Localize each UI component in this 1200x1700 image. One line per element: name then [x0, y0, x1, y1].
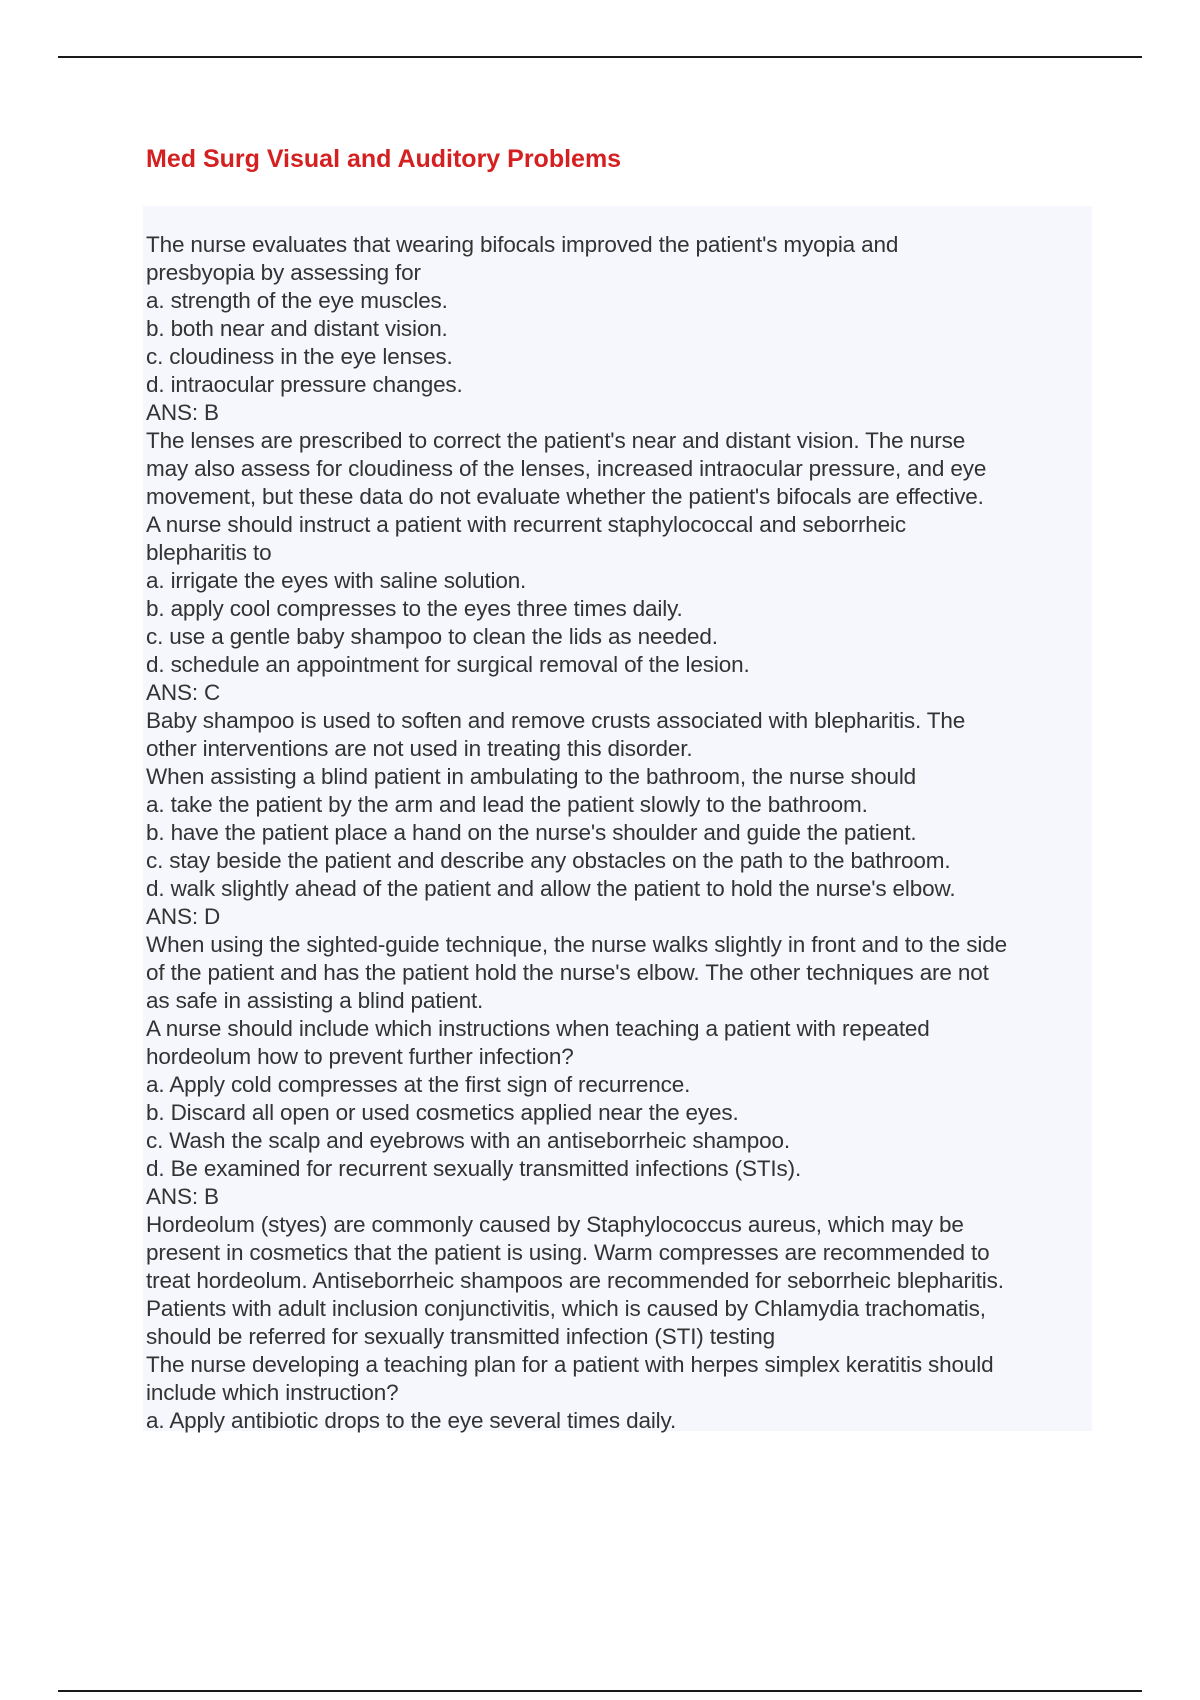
- text-line: present in cosmetics that the patient is using. Warm compresses are recommended to: [146, 1240, 990, 1265]
- text-line: other interventions are not used in treating this disorder.: [146, 736, 693, 761]
- text-line: ANS: B: [146, 400, 219, 425]
- text-line: c. stay beside the patient and describe any obstacles on the path to the bathroom.: [146, 848, 951, 873]
- text-line: a. Apply cold compresses at the first sign of recurrence.: [146, 1072, 691, 1097]
- text-line: a. Apply antibiotic drops to the eye several times daily.: [146, 1408, 677, 1433]
- text-line: Hordeolum (styes) are commonly caused by Staphylococcus aureus, which may be: [146, 1212, 964, 1237]
- text-line: ANS: D: [146, 904, 221, 929]
- top-rule: [58, 56, 1142, 58]
- text-line: movement, but these data do not evaluate whether the patient's bifocals are effective.: [146, 484, 984, 509]
- text-line: treat hordeolum. Antiseborrheic shampoos are recommended for seborrheic blepharitis.: [146, 1268, 1004, 1293]
- text-line: hordeolum how to prevent further infection?: [146, 1044, 574, 1069]
- text-line: b. both near and distant vision.: [146, 316, 448, 341]
- text-line: The lenses are prescribed to correct the patient's near and distant vision. The nurse: [146, 428, 966, 453]
- text-line: of the patient and has the patient hold the nurse's elbow. The other techniques are not: [146, 960, 989, 985]
- content-panel: [143, 206, 1092, 1431]
- text-line: c. use a gentle baby shampoo to clean the lids as needed.: [146, 624, 718, 649]
- text-line: Patients with adult inclusion conjunctivitis, which is caused by Chlamydia trachomatis,: [146, 1296, 986, 1321]
- text-line: a. irrigate the eyes with saline solution.: [146, 568, 527, 593]
- text-line: d. Be examined for recurrent sexually transmitted infections (STIs).: [146, 1156, 802, 1181]
- content-lines: [146, 231, 1092, 1435]
- text-line: ANS: B: [146, 1184, 219, 1209]
- document-title: Med Surg Visual and Auditory Problems: [146, 145, 622, 173]
- text-line: should be referred for sexually transmitted infection (STI) testing: [146, 1324, 775, 1349]
- text-line: b. apply cool compresses to the eyes three times daily.: [146, 596, 683, 621]
- text-line: When using the sighted-guide technique, the nurse walks slightly in front and to the side: [146, 932, 1007, 957]
- text-line: A nurse should include which instructions when teaching a patient with repeated: [146, 1016, 930, 1041]
- text-line: d. schedule an appointment for surgical removal of the lesion.: [146, 652, 750, 677]
- text-line: c. Wash the scalp and eyebrows with an antiseborrheic shampoo.: [146, 1128, 790, 1153]
- text-line: d. intraocular pressure changes.: [146, 372, 463, 397]
- text-line: When assisting a blind patient in ambulating to the bathroom, the nurse should: [146, 764, 917, 789]
- text-line: d. walk slightly ahead of the patient and allow the patient to hold the nurse's elbow.: [146, 876, 956, 901]
- text-line: may also assess for cloudiness of the lenses, increased intraocular pressure, and eye: [146, 456, 987, 481]
- text-line: c. cloudiness in the eye lenses.: [146, 344, 453, 369]
- text-line: The nurse developing a teaching plan for a patient with herpes simplex keratitis should: [146, 1352, 994, 1377]
- text-line: blepharitis to: [146, 540, 272, 565]
- text-line: ANS: C: [146, 680, 221, 705]
- text-line: include which instruction?: [146, 1380, 399, 1405]
- text-line: as safe in assisting a blind patient.: [146, 988, 484, 1013]
- text-line: Baby shampoo is used to soften and remove crusts associated with blepharitis. The: [146, 708, 966, 733]
- text-line: A nurse should instruct a patient with recurrent staphylococcal and seborrheic: [146, 512, 906, 537]
- text-line: presbyopia by assessing for: [146, 260, 421, 285]
- text-line: The nurse evaluates that wearing bifocals improved the patient's myopia and: [146, 232, 899, 257]
- bottom-rule: [58, 1690, 1142, 1692]
- text-line: a. take the patient by the arm and lead the patient slowly to the bathroom.: [146, 792, 868, 817]
- text-line: b. Discard all open or used cosmetics applied near the eyes.: [146, 1100, 739, 1125]
- text-line: a. strength of the eye muscles.: [146, 288, 448, 313]
- text-line: b. have the patient place a hand on the nurse's shoulder and guide the patient.: [146, 820, 917, 845]
